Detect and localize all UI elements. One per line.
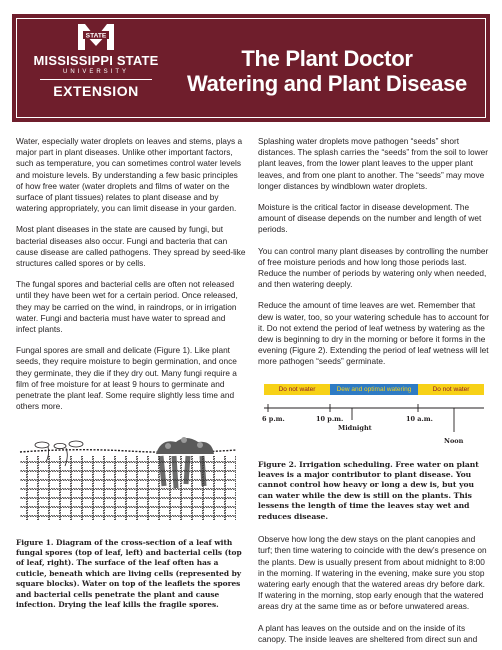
- logo-university-word: UNIVERSITY: [62, 69, 129, 75]
- figure1-leaf-cross-section: [16, 426, 240, 526]
- paragraph-water-intro: Water, especially water droplets on leaves and stems, plays a major part in plant diseases. Unlike other important factors, such as temperature, you can sometimes control water levels and moisture levels. By understanding a few basic principles of how free water (water droplets and films of water on the surface of plant tissues) relates to plant disease and by watering appropriately, you can limit disease in your garden.: [16, 136, 243, 214]
- figure2-caption: Figure 2. Irrigation scheduling. Free water on plant leaves is a major contributor to plant disease. You cannot control how heavy or long a dew is, but you can water while the dew is still on the plants. This lessens the length of time the leaves stay wet and reduces disease.: [258, 459, 479, 521]
- title-line-2: Watering and Plant Disease: [187, 71, 467, 96]
- right-column: [258, 136, 490, 650]
- paragraph-pathogens: Most plant diseases in the state are caused by fungi, but bacterial diseases also occur. Fungi and bacteria that can cause disease are called pathogens. They spread by seed-like structures called spores or by cells.: [16, 224, 246, 269]
- schedule-bar-do-not-water-day: Do not water: [418, 384, 484, 395]
- msu-extension-logo: [30, 20, 162, 112]
- paragraph-splashing: Splashing water droplets move pathogen “seeds” short distances. The splash carries the “seeds” from the soil to lower plant leaves, from the lower plant leaves to the upper plant leaves, and from one plant to another. The “seeds” may move longer distances by windblown water droplets.: [258, 136, 488, 191]
- page-title: [177, 46, 477, 96]
- header-banner: [12, 14, 490, 122]
- logo-divider: [40, 79, 152, 80]
- paragraph-spore-release: The fungal spores and bacterial cells are often not released until they have been wet for a certain period. Once released, they may be carried on the wind, in raindrops, or in irrigation water. Fungi and bacteria must have water to spread and infect plants.: [16, 279, 238, 335]
- logo-mark-text: STATE: [85, 32, 107, 40]
- figure2-irrigation-schedule: [262, 378, 486, 454]
- tick-midnight: Midnight: [338, 423, 372, 432]
- paragraph-moisture-critical: Moisture is the critical factor in disease development. The amount of disease depends on the number and length of wet periods.: [258, 202, 482, 235]
- paragraph-control-periods: You can control many plant diseases by controlling the number of free moisture periods and how long those periods last. Reduce the number of periods by watering only when needed, and then watering deeply.: [258, 245, 489, 290]
- logo-university-name: MISSISSIPPI STATE: [33, 53, 159, 68]
- paragraph-canopy-leaves: A plant has leaves on the outside and on the inside of its canopy. The inside leaves are sheltered from direct sun and: [258, 622, 478, 644]
- schedule-bar-dew-watering: Dew and optimal watering: [330, 384, 418, 395]
- paragraph-leaf-wetness: Reduce the amount of time leaves are wet. Remember that dew is water, too, so your watering schedule has to account for it. Do not extend the period of leaf wetness by watering as the dew is beginning to dry in the morning or before it forms in the evening (Figure 2). Extending the period of leaf wetness will let more pathogen “seeds” germinate.: [258, 300, 490, 367]
- tick-6pm: 6 p.m.: [262, 414, 285, 423]
- tick-10pm: 10 p.m.: [316, 414, 344, 423]
- schedule-bar-do-not-water-evening: Do not water: [264, 384, 330, 395]
- logo-extension-word: EXTENSION: [53, 83, 139, 99]
- paragraph-observe-dew: Observe how long the dew stays on the plant canopies and turf; then time watering to coincide with the dew’s presence on the plants. Dew is usually present from about midnight to 8:00 in the morning. If watering in the evening, make sure you stop watering early enough that the watered areas dry before dark. If watering in the morning, stop early enough that the watered areas dry at the same time as or before unwatered areas.: [258, 534, 487, 612]
- msu-m-logo-icon: [77, 20, 115, 52]
- tick-noon: Noon: [444, 436, 464, 445]
- paragraph-spore-germination: Fungal spores are small and delicate (Figure 1). Like plant seeds, they require moisture to begin germination, and once they germinate, they die if they dry out. Many fungi require a film of free moisture for at least 9 hours to germinate and penetrate the plant leaf. Some require slightly less time and others more.: [16, 345, 237, 412]
- left-column: [16, 136, 246, 611]
- figure1-caption: Figure 1. Diagram of the cross-section of a leaf with fungal spores (top of leaf, left) and bacterial cells (top of leaf, right). The surface of the leaf often has a cuticle, beneath which are living cells (represented by square blocks). Water on top of the leaflets the spores and bacterial cells penetrate the plant and cause infection. Drying the leaf kills the fragile spores.: [16, 537, 242, 610]
- tick-10am: 10 a.m.: [406, 414, 433, 423]
- title-line-1: The Plant Doctor: [241, 46, 413, 71]
